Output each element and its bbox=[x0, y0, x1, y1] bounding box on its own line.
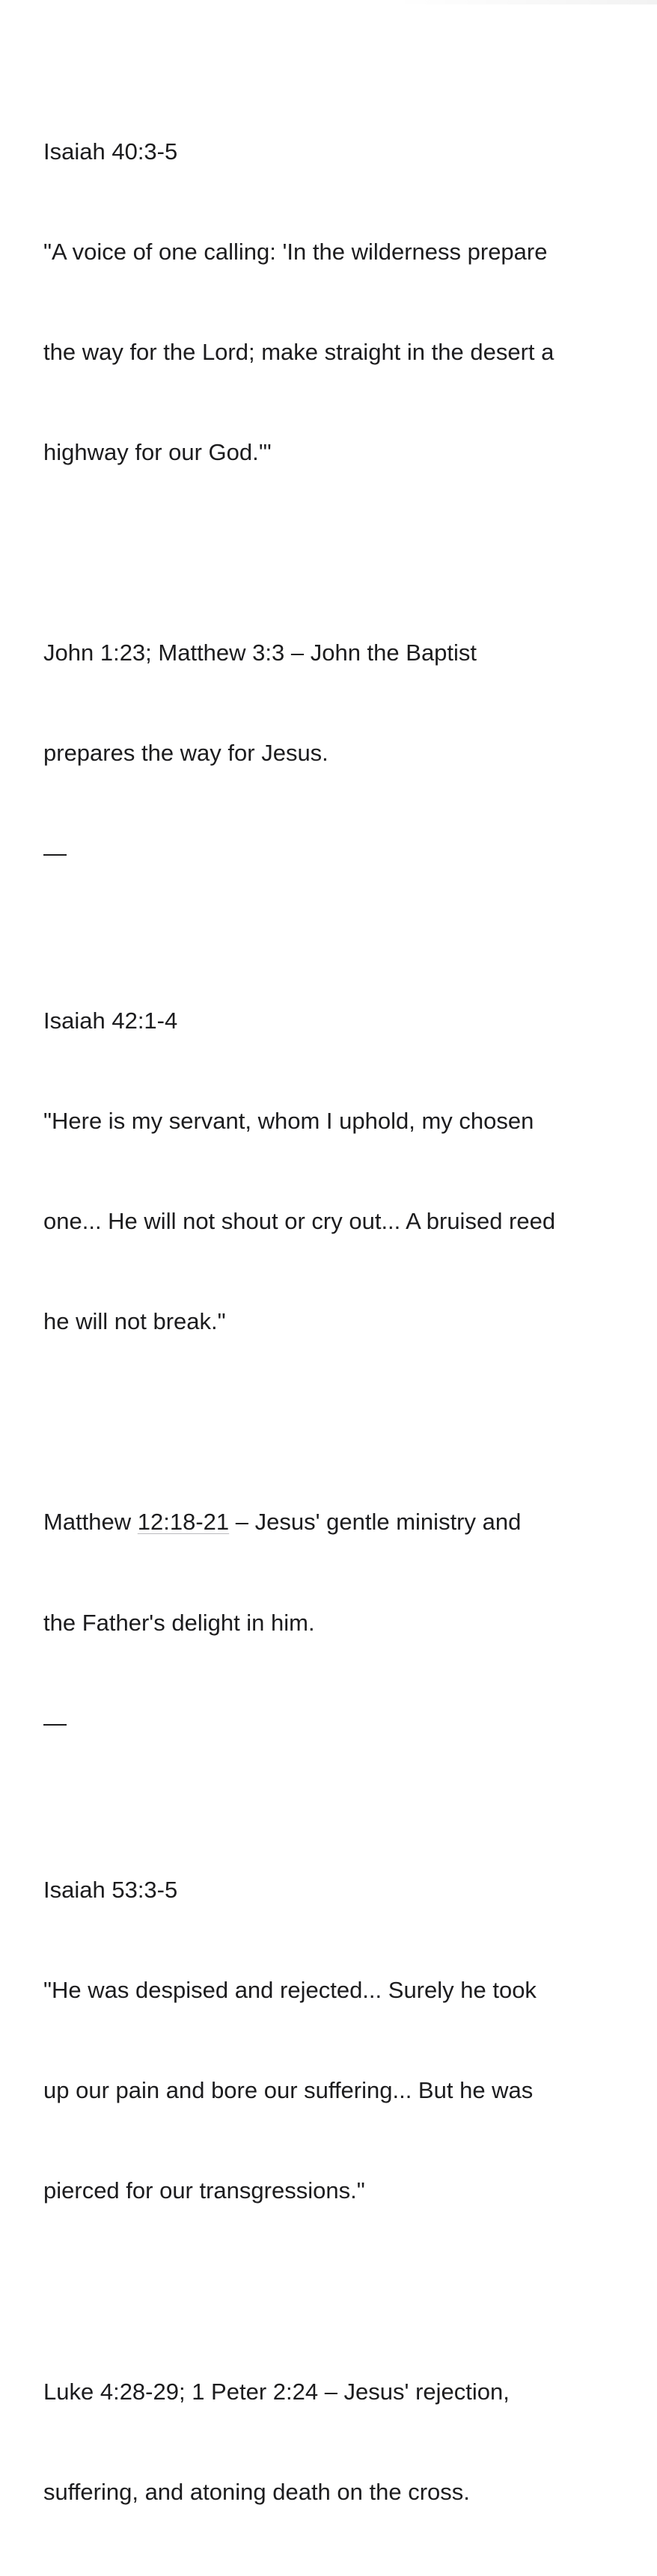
entry-heading: Isaiah 40:3-5 bbox=[43, 138, 178, 165]
quote-line: "A voice of one calling: 'In the wilderness prepare bbox=[43, 238, 548, 265]
fulfillment-line: Luke 4:28-29; 1 Peter 2:24 – Jesus' rejection, bbox=[43, 2378, 510, 2405]
quote-line: up our pain and bore our suffering... But he was bbox=[43, 2077, 534, 2104]
fulfillment-line: John 1:23; Matthew 3:3 – John the Baptist bbox=[43, 640, 477, 666]
quote-line: "Here is my servant, whom I uphold, my chosen bbox=[43, 1108, 534, 1135]
quote-line: highway for our God.'" bbox=[43, 439, 272, 466]
entry-heading: Isaiah 53:3-5 bbox=[43, 1877, 178, 1904]
verse-reference-link[interactable]: 12:18-21 bbox=[137, 1509, 230, 1536]
blank-line bbox=[43, 1405, 642, 1439]
note-body[interactable] bbox=[43, 1, 642, 2576]
fulfillment-line: the Father's delight in him. bbox=[43, 1609, 315, 1636]
quote-line: "He was despised and rejected... Surely he took bbox=[43, 1977, 537, 2004]
fulfillment-line: prepares the way for Jesus. bbox=[43, 740, 328, 767]
entry-heading: Isaiah 42:1-4 bbox=[43, 1007, 178, 1034]
separator: — bbox=[43, 840, 67, 867]
blank-line bbox=[43, 536, 642, 570]
separator: — bbox=[43, 1709, 67, 1736]
fulfillment-line: suffering, and atoning death on the cross. bbox=[43, 2478, 470, 2505]
fulfillment-line bbox=[43, 1506, 642, 1539]
fulfillment-prefix: Matthew bbox=[43, 1509, 138, 1536]
quote-line: one... He will not shout or cry out... A bruised reed bbox=[43, 1208, 556, 1235]
quote-line: the way for the Lord; make straight in the desert a bbox=[43, 339, 554, 365]
blank-line bbox=[43, 2275, 642, 2309]
quote-line: pierced for our transgressions." bbox=[43, 2177, 365, 2204]
fulfillment-suffix: – Jesus' gentle ministry and bbox=[229, 1509, 522, 1536]
quote-line: he will not break." bbox=[43, 1308, 226, 1335]
